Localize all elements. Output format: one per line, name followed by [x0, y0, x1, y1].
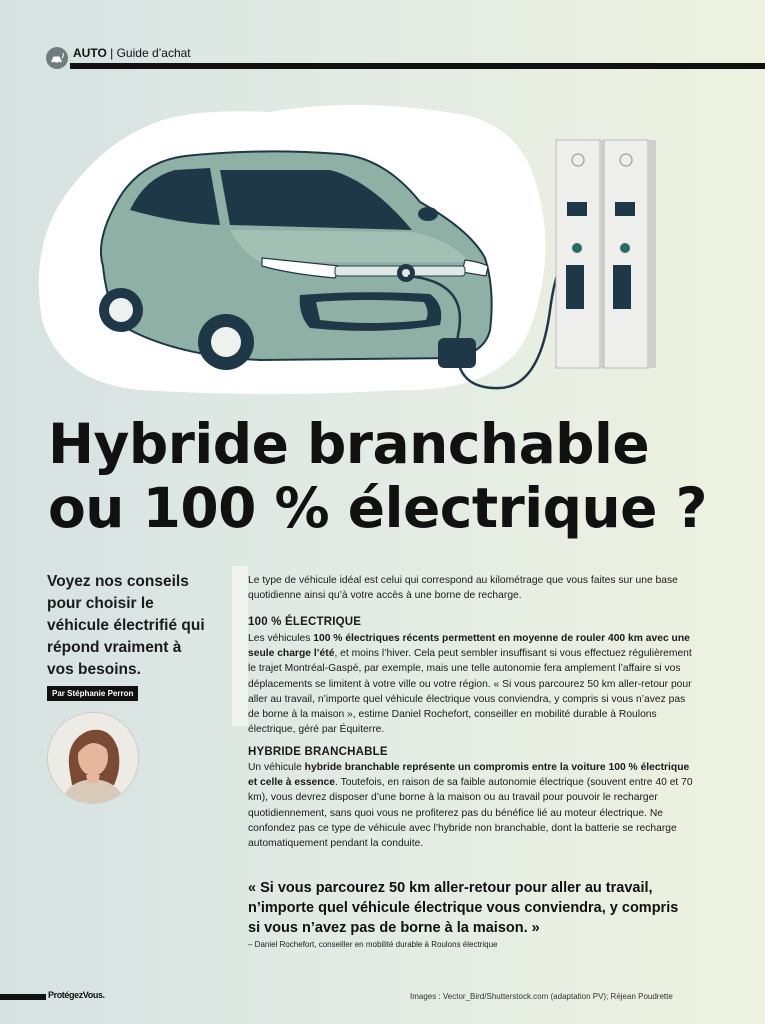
- title-line-1: Hybride branchable: [48, 412, 650, 476]
- dropcap-decoration: [232, 566, 248, 726]
- hybrid-paragraph: [248, 760, 698, 851]
- section-separator: |: [110, 46, 114, 60]
- section-heading-electric: 100 % ÉLECTRIQUE: [248, 616, 362, 628]
- article-title: [48, 412, 748, 540]
- title-line-2: ou 100 % électrique ?: [48, 476, 708, 540]
- footer-bar: [0, 994, 46, 1000]
- electric-text-bold: 100 % électriques récents permettent en moyenne de rouler 400 km avec une seule charge l’été: [248, 633, 690, 660]
- intro-text: Le type de véhicule idéal est celui qui correspond au kilométrage que vous faites sur une base quotidienne ainsi qu’à votre accès à une borne de recharge.: [248, 575, 678, 602]
- hybrid-text-start: Un véhicule: [248, 762, 305, 773]
- image-credit: Images : Vector_Bird/Shutterstock.com (adaptation PV); Réjean Poudrette: [410, 992, 673, 1001]
- car-plug-icon: [46, 47, 68, 69]
- subsection-name: Guide d’achat: [116, 46, 191, 60]
- section-name: AUTO: [73, 46, 107, 60]
- pull-quote: « Si vous parcourez 50 km aller-retour pour aller au travail, n’importe quel véhicule électrique vous conviendra, y compris si vous n’avez pas de borne à la maison. »: [248, 880, 679, 936]
- electric-text-start: Les véhicules: [248, 633, 314, 644]
- author-photo: [47, 712, 139, 804]
- section-label: [73, 45, 191, 61]
- charging-station-icon: [556, 140, 656, 368]
- header-rule: [70, 63, 765, 69]
- intro-paragraph: [248, 573, 698, 603]
- section-heading-hybrid: HYBRIDE BRANCHABLE: [248, 746, 388, 758]
- brand-logo: ProtégezVous.: [48, 990, 105, 1000]
- article-lede: Voyez nos conseils pour choisir le véhicule électrifié qui répond vraiment à vos besoins.: [47, 573, 205, 678]
- electric-text-rest: , et moins l’hiver. Cela peut sembler insuffisant si vous effectuez régulièrement le trajet Montréal-Gaspé, par exemple, mais une telle autonomie fera amplement l’affaire si vos déplacements se limitent à votre ville ou votre région. « Si vous parcourez 50 km aller-retour pour aller au travail, n’importe quel véhicule électrique vous conviendra, y compris si vous n’avez pas de borne à la maison », estime Daniel Rochefort, conseiller en mobilité durable à Roulons électrique, géré par Équiterre.: [248, 648, 692, 736]
- car-charging-illustration: [0, 90, 765, 420]
- byline-badge: Par Stéphanie Perron: [47, 686, 138, 701]
- electric-paragraph: [248, 631, 698, 737]
- hybrid-text-rest: . Toutefois, en raison de sa faible autonomie électrique (souvent entre 40 et 70 km), vous devrez disposer d’une borne à la maison ou au travail pour pouvoir le recharger quotidiennement, sans quoi vous ne profiterez pas du bénéfice lié au moteur électrique. Ne confondez pas ce type de véhicule avec l’hybride non branchable, dont la batterie se recharge automatiquement pendant la conduite.: [248, 777, 693, 850]
- hybrid-text-bold: hybride branchable représente un compromis entre la voiture 100 % électrique et celle à essence: [248, 762, 690, 789]
- quote-attribution: – Daniel Rochefort, conseiller en mobilité durable à Roulons électrique: [248, 940, 498, 949]
